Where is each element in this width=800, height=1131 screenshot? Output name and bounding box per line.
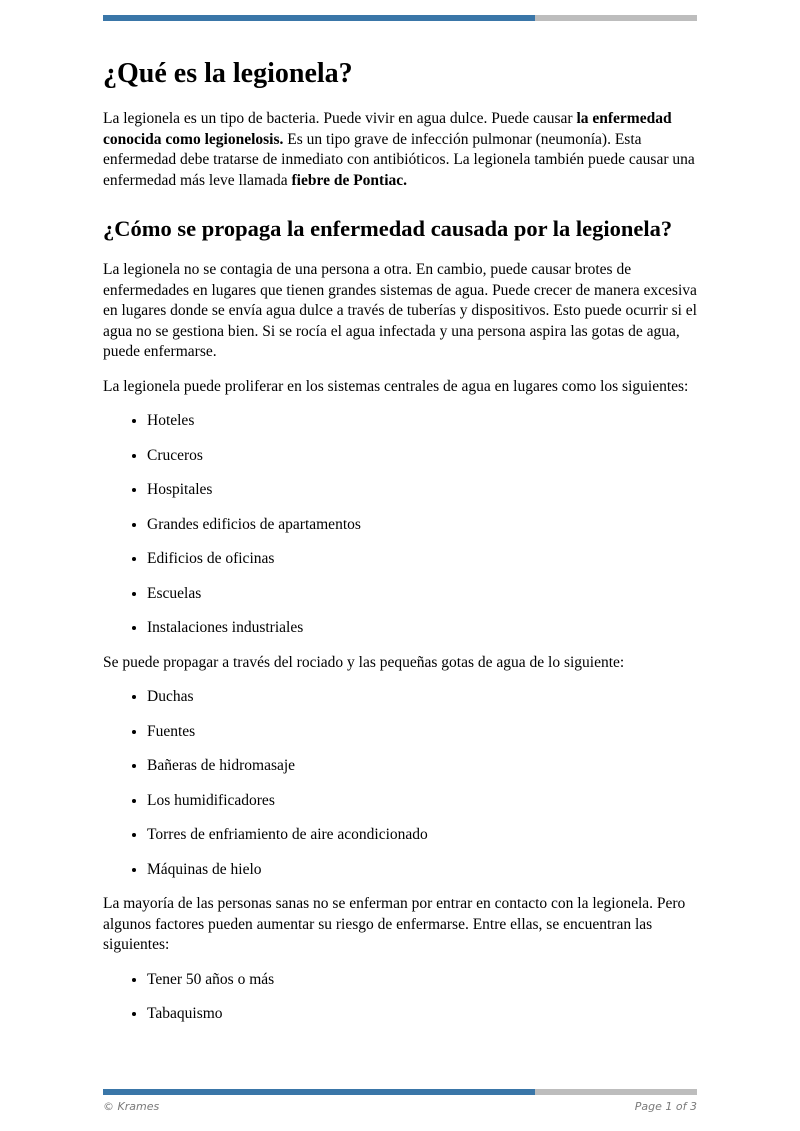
- page-title: ¿Qué es la legionela?: [103, 58, 353, 89]
- list-item: • Tener 50 años o más: [147, 970, 697, 991]
- page-footer: [103, 1089, 697, 1113]
- footer-rule-gray-segment: [535, 1089, 697, 1095]
- list-item: • Grandes edificios de apartamentos: [147, 515, 697, 536]
- list-item: • Máquinas de hielo: [147, 860, 697, 881]
- paragraph-places-lead: La legionela puede proliferar en los sistemas centrales de agua en lugares como los siguientes:: [103, 377, 689, 395]
- top-rule-blue-segment: [103, 15, 535, 21]
- list-item: • Los humidificadores: [147, 791, 697, 812]
- list-item: • Duchas: [147, 687, 697, 708]
- footer-row: [103, 1100, 697, 1113]
- risk-factors-list: [103, 970, 697, 1025]
- list-item: • Tabaquismo: [147, 1004, 697, 1025]
- places-list: [103, 411, 697, 639]
- top-rule-gray-segment: [535, 15, 697, 21]
- paragraph-sources-lead: Se puede propagar a través del rociado y las pequeñas gotas de agua de lo siguiente:: [103, 653, 625, 671]
- list-item: • Fuentes: [147, 722, 697, 743]
- list-item: • Bañeras de hidromasaje: [147, 756, 697, 777]
- top-rule: [103, 15, 697, 21]
- sources-list: [103, 687, 697, 880]
- intro-bold-pontiac: fiebre de Pontiac.: [291, 171, 408, 189]
- list-item: • Instalaciones industriales: [147, 618, 697, 639]
- intro-paragraph: [103, 109, 697, 191]
- list-item: • Hospitales: [147, 480, 697, 501]
- intro-text-middle: Es un tipo grave de infección pulmonar (neumonía). Esta enfermedad debe tratarse de inmediato con antibióticos. La legionela también puede causar una enfermedad más leve llamada: [103, 130, 695, 189]
- intro-text-start: La legionela es un tipo de bacteria. Puede vivir en agua dulce. Puede causar: [103, 110, 577, 127]
- list-item: • Hoteles: [147, 411, 697, 432]
- page-content: [103, 0, 697, 1039]
- paragraph-risk-lead: La mayoría de las personas sanas no se enferman por entrar en contacto con la legionela. Pero algunos factores pueden aumentar su riesgo de enfermarse. Entre ellas, se encuentran las siguientes:: [103, 895, 686, 953]
- list-item: • Torres de enfriamiento de aire acondicionado: [147, 825, 697, 846]
- section-heading-spread: ¿Cómo se propaga la enfermedad causada por la legionela?: [103, 216, 673, 241]
- list-item: • Edificios de oficinas: [147, 549, 697, 570]
- paragraph-transmission: La legionela no se contagia de una persona a otra. En cambio, puede causar brotes de enfermedades en lugares que tienen grandes sistemas de agua. Puede crecer de manera excesiva en lugares donde se envía agua dulce a través de tuberías y dispositivos. Esto puede ocurrir si el agua no se gestiona bien. Si se rocía el agua infectada y una persona aspira las gotas de agua, puede enfermarse.: [103, 261, 697, 360]
- footer-page-indicator: Page 1 of 3: [634, 1100, 697, 1113]
- footer-rule-blue-segment: [103, 1089, 535, 1095]
- list-item: • Escuelas: [147, 584, 697, 605]
- intro-bold-legionelosis: la enfermedad conocida como legionelosis.: [103, 110, 672, 148]
- list-item: • Cruceros: [147, 446, 697, 467]
- footer-copyright: © Krames: [103, 1100, 160, 1113]
- footer-rule: [103, 1089, 697, 1095]
